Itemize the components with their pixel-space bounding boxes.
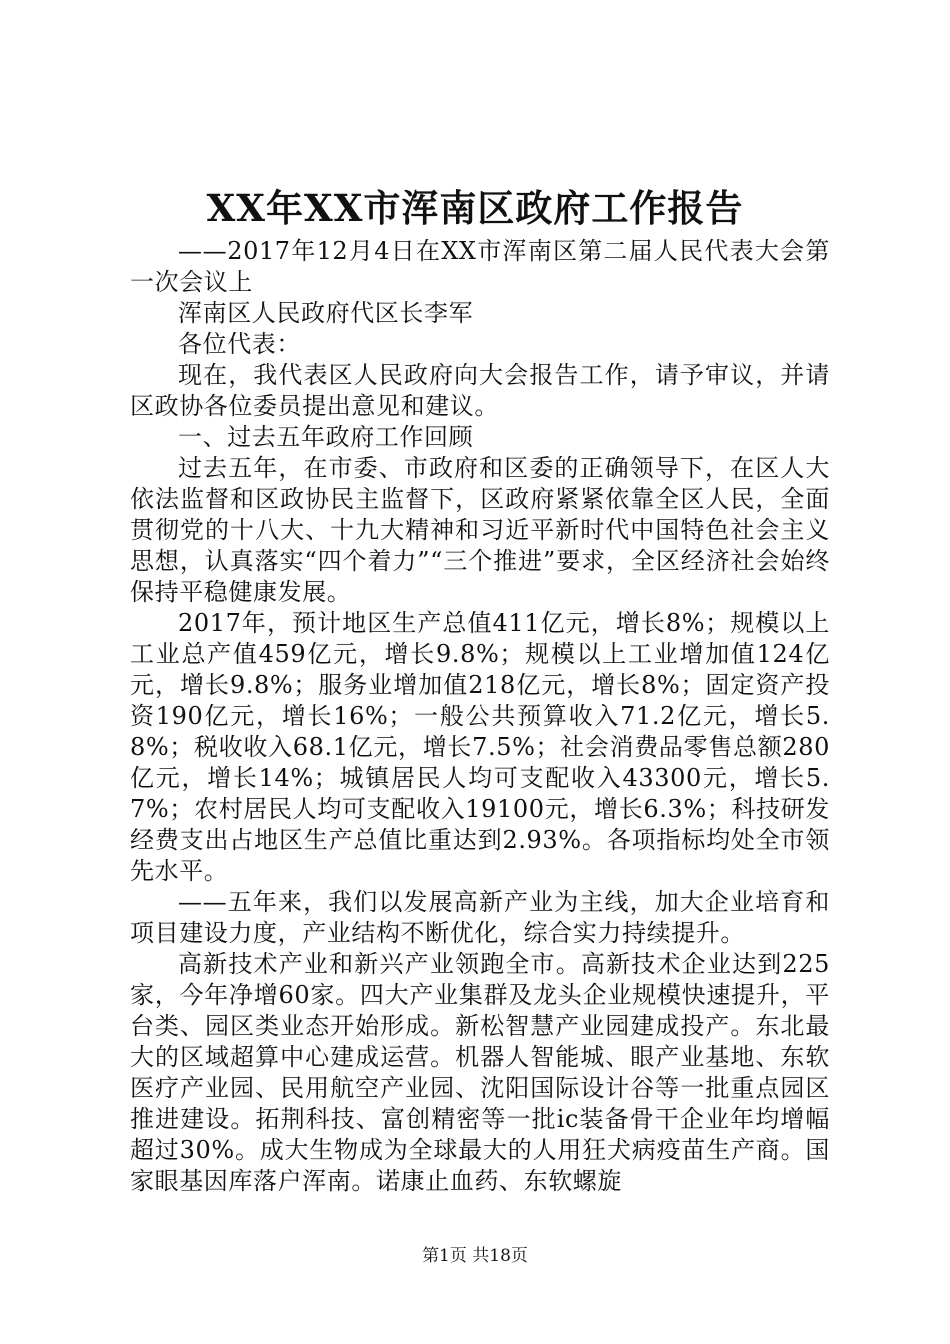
greeting-line: 各位代表： xyxy=(178,330,301,358)
document-title: XX年XX市浑南区政府工作报告 xyxy=(206,186,744,230)
paragraph: 高新技术产业和新兴产业领跑全市。高新技术企业达到225家，今年净增60家。四大产业集群及龙头企业规模快速提升，平台类、园区类业态开始形成。新松智慧产业园建成投产。东北最大的区域超算中心建成运营。机器人智能城、眼产业基地、东软医疗产业园、民用航空产业园、沈阳国际设计谷等一批重点园区推进建设。拓荆科技、富创精密等一批ic装备骨干企业年均增幅超过30%。成大生物成为全球最大的人用狂犬病疫苗生产商。国家眼基因库落户浑南。诺康止血药、东软螺旋 xyxy=(130,950,830,1195)
paragraph: 过去五年，在市委、市政府和区委的正确领导下，在区人大依法监督和区政协民主监督下，区政府紧紧依靠全区人民，全面贯彻党的十八大、十九大精神和习近平新时代中国特色社会主义思想，认真落实“四个着力”“三个推进”要求，全区经济社会始终保持平稳健康发展。 xyxy=(130,454,830,606)
page-number-footer: 第1页 共18页 xyxy=(422,1246,528,1266)
paragraph: ——五年来，我们以发展高新产业为主线，加大企业培育和项目建设力度，产业结构不断优化，综合实力持续提升。 xyxy=(130,888,830,947)
document-body xyxy=(130,236,830,1197)
paragraph: 现在，我代表区人民政府向大会报告工作，请予审议，并请区政协各位委员提出意见和建议。 xyxy=(130,361,830,420)
paragraph: 2017年，预计地区生产总值411亿元，增长8%；规模以上工业总产值459亿元，增长9.8%；规模以上工业增加值124亿元，增长9.8%；服务业增加值218亿元，增长8%；固定资产投资190亿元，增长16%；一般公共预算收入71.2亿元，增长5.8%；税收收入68.1亿元，增长7.5%；社会消费品零售总额280亿元，增长14%；城镇居民人均可支配收入43300元，增长5.7%；农村居民人均可支配收入19100元，增长6.3%；科技研发经费支出占地区生产总值比重达到2.93%。各项指标均处全市领先水平。 xyxy=(130,609,830,885)
speaker-line: 浑南区人民政府代区长李军 xyxy=(178,299,474,327)
subtitle-line: ——2017年12月4日在XX市浑南区第二届人民代表大会第一次会议上 xyxy=(130,237,830,296)
section-heading: 一、过去五年政府工作回顾 xyxy=(178,423,474,451)
